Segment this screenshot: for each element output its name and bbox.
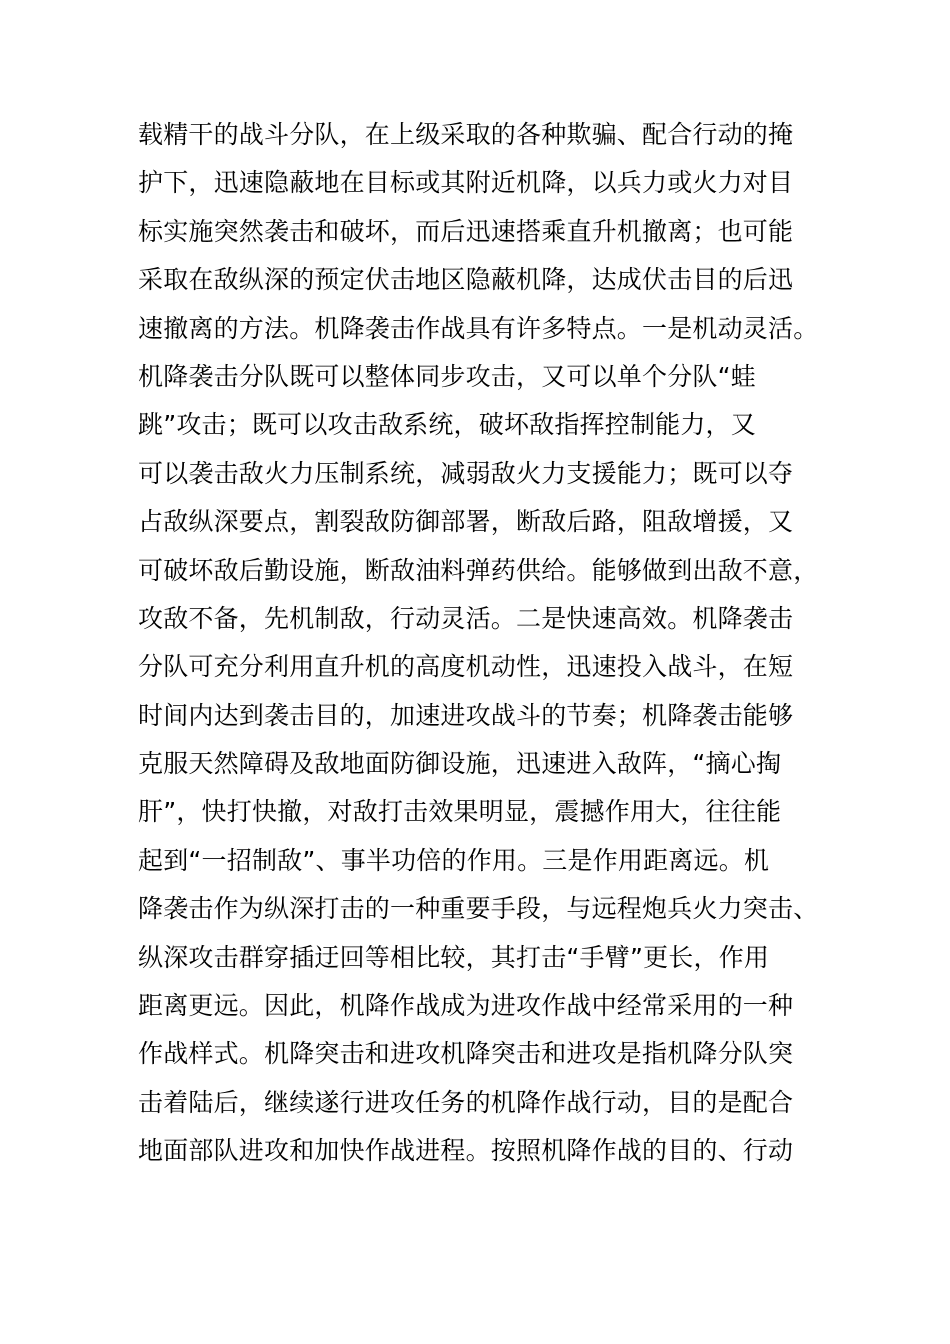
text-line: 纵深攻击群穿插迂回等相比较，其打击“手臂”更长，作用: [138, 942, 770, 972]
text-line: 击着陆后，继续遂行进攻任务的机降作战行动，目的是配合: [138, 1087, 794, 1117]
text-line: 起到“一招制敌”、事半功倍的作用。三是作用距离远。机: [138, 845, 770, 875]
text-line: 作战样式。机降突击和进攻机降突击和进攻是指机降分队突: [138, 1039, 794, 1069]
text-line: 采取在敌纵深的预定伏击地区隐蔽机降，达成伏击目的后迅: [138, 265, 794, 295]
text-line: 可以袭击敌火力压制系统，减弱敌火力支援能力；既可以夺: [138, 458, 794, 488]
text-line: 可破坏敌后勤设施，断敌油料弹药供给。能够做到出敌不意，: [138, 555, 819, 585]
text-line: 克服天然障碍及敌地面防御设施，迅速进入敌阵，“摘心掏: [138, 749, 782, 779]
body-text: [138, 111, 828, 1176]
text-line: 地面部队进攻和加快作战进程。按照机降作战的目的、行动: [138, 1136, 794, 1166]
text-line: 距离更远。因此，机降作战成为进攻作战中经常采用的一种: [138, 991, 794, 1021]
text-line: 分队可充分利用直升机的高度机动性，迅速投入战斗，在短: [138, 652, 794, 682]
text-line: 攻敌不备，先机制敌，行动灵活。二是快速高效。机降袭击: [138, 603, 794, 633]
text-line: 护下，迅速隐蔽地在目标或其附近机降，以兵力或火力对目: [138, 168, 794, 198]
text-line: 降袭击作为纵深打击的一种重要手段，与远程炮兵火力突击、: [138, 894, 819, 924]
text-line: 机降袭击分队既可以整体同步攻击，又可以单个分队“蛙: [138, 361, 756, 391]
text-line: 速撤离的方法。机降袭击作战具有许多特点。一是机动灵活。: [138, 313, 819, 343]
text-line: 占敌纵深要点，割裂敌防御部署，断敌后路，阻敌增援，又: [138, 507, 794, 537]
text-line: 标实施突然袭击和破坏，而后迅速搭乘直升机撤离；也可能: [138, 216, 794, 246]
text-line: 时间内达到袭击目的，加速进攻战斗的节奏；机降袭击能够: [138, 700, 794, 730]
text-line: 载精干的战斗分队，在上级采取的各种欺骗、配合行动的掩: [138, 120, 794, 149]
text-line: 跳”攻击；既可以攻击敌系统，破坏敌指挥控制能力，又: [138, 410, 756, 440]
text-line: 肝”，快打快撤，对敌打击效果明显，震撼作用大，往往能: [138, 797, 782, 827]
